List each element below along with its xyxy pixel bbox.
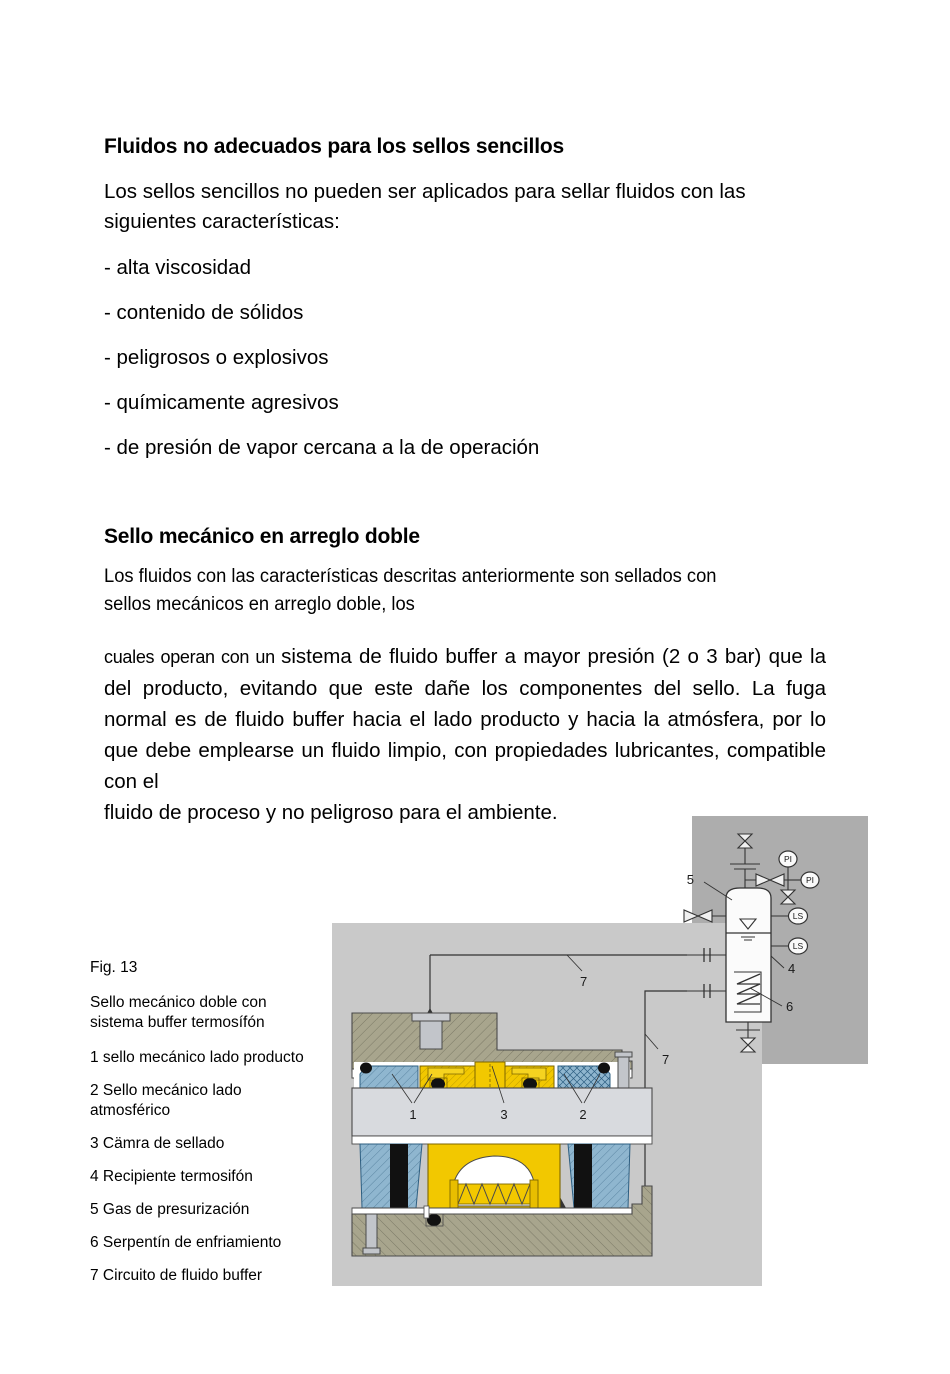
callout-4: 4 bbox=[788, 961, 796, 976]
vessel-left-valve-icon bbox=[684, 910, 726, 922]
callout-5: 5 bbox=[686, 872, 694, 887]
callout-7-top: 7 bbox=[580, 974, 588, 989]
paragraph1-line2: sellos mecánicos en arreglo doble, los bbox=[104, 594, 415, 616]
unsuitable-fluids-list bbox=[104, 253, 834, 463]
figure-drawing bbox=[332, 816, 868, 1286]
legend-item-5: 5 Gas de presurización bbox=[90, 1201, 250, 1218]
paragraph2-lead: cuales operan con un bbox=[104, 647, 282, 668]
callout-3: 3 bbox=[500, 1107, 508, 1122]
level-switch-2 bbox=[771, 938, 808, 954]
level-switch-1 bbox=[771, 908, 808, 924]
legend-item-2: 2 Sello mecánico lado atmosférico bbox=[90, 1082, 242, 1119]
thermosiphon-vessel-group bbox=[684, 834, 819, 1052]
figure-number: Fig. 13 bbox=[90, 959, 138, 976]
header-valve-icon bbox=[756, 874, 784, 886]
list-item: - peligrosos o explosivos bbox=[104, 346, 329, 370]
figure-caption-column bbox=[90, 958, 318, 1299]
legend-item-4: 4 Recipiente termosifón bbox=[90, 1168, 253, 1185]
legend-item-7: 7 Circuito de fluido buffer bbox=[90, 1267, 263, 1284]
legend-item-3: 3 Cämra de sellado bbox=[90, 1135, 225, 1152]
section2-paragraph-1 bbox=[104, 563, 797, 619]
vessel-upper-connection bbox=[687, 948, 726, 962]
paragraph2-main: sistema de fluido buffer a mayor presión (2 o 3 bar) que la del producto, evitando que este dañe los componentes del sello. La fuga normal es de fluido buffer hacia el lado producto y hacia la atmósfera, por lo que debe emplearse un fluido limpio, con propiedades lubricantes, compatible con el bbox=[104, 645, 827, 794]
vessel-body bbox=[726, 888, 771, 1022]
section-heading-fluidos-no-adecuados: Fluidos no adecuados para los sellos sencillos bbox=[104, 135, 564, 158]
figure-title-line1: Sello mecánico doble con bbox=[90, 994, 267, 1011]
list-item: - alta viscosidad bbox=[104, 256, 251, 280]
top-valve-icon bbox=[738, 834, 752, 860]
figure-title-line2: sistema buffer termosífón bbox=[90, 1014, 265, 1031]
seal-cross-section bbox=[352, 1013, 652, 1256]
pi-label-2: PI bbox=[805, 875, 815, 885]
callout-1: 1 bbox=[409, 1107, 417, 1122]
section1-intro-paragraph: Los sellos sencillos no pueden ser aplicados para sellar fluidos con las siguientes características: bbox=[104, 180, 746, 234]
section-spacer bbox=[104, 478, 834, 524]
paragraph1-line1: Los fluidos con las características descritas anteriormente son sellados con bbox=[104, 566, 717, 588]
paragraph-spacer bbox=[104, 619, 834, 641]
callout-7-upper-group bbox=[567, 955, 587, 989]
figure-title bbox=[90, 993, 318, 1033]
callout-7-lower-group bbox=[645, 1034, 669, 1067]
ls-label-1: LS bbox=[792, 911, 804, 921]
list-item: - contenido de sólidos bbox=[104, 301, 304, 325]
seal-spring bbox=[450, 1180, 538, 1208]
section2-paragraph-2 bbox=[104, 641, 826, 828]
ls-label-2: LS bbox=[792, 941, 804, 951]
callout-2: 2 bbox=[579, 1107, 587, 1122]
legend-item-1: 1 sello mecánico lado producto bbox=[90, 1049, 304, 1066]
vessel-drain-valve-icon bbox=[736, 1022, 760, 1052]
legend-item-6: 6 Serpentín de enfriamiento bbox=[90, 1234, 282, 1251]
list-item: - de presión de vapor cercana a la de operación bbox=[104, 436, 540, 460]
callout-7-bottom: 7 bbox=[662, 1052, 670, 1067]
figure-double-mechanical-seal bbox=[332, 816, 868, 1286]
pressure-indicator-2 bbox=[788, 872, 819, 888]
paragraph2-lastline: fluido de proceso y no peligroso para el ambiente. bbox=[104, 801, 558, 825]
pi-label-1: PI bbox=[783, 854, 793, 864]
list-item: - químicamente agresivos bbox=[104, 391, 339, 415]
section-heading-sello-mecanico-doble: Sello mecánico en arreglo doble bbox=[104, 525, 420, 549]
vessel-lower-connection bbox=[687, 984, 726, 998]
main-text-column bbox=[104, 134, 834, 828]
callout-6: 6 bbox=[786, 999, 794, 1014]
